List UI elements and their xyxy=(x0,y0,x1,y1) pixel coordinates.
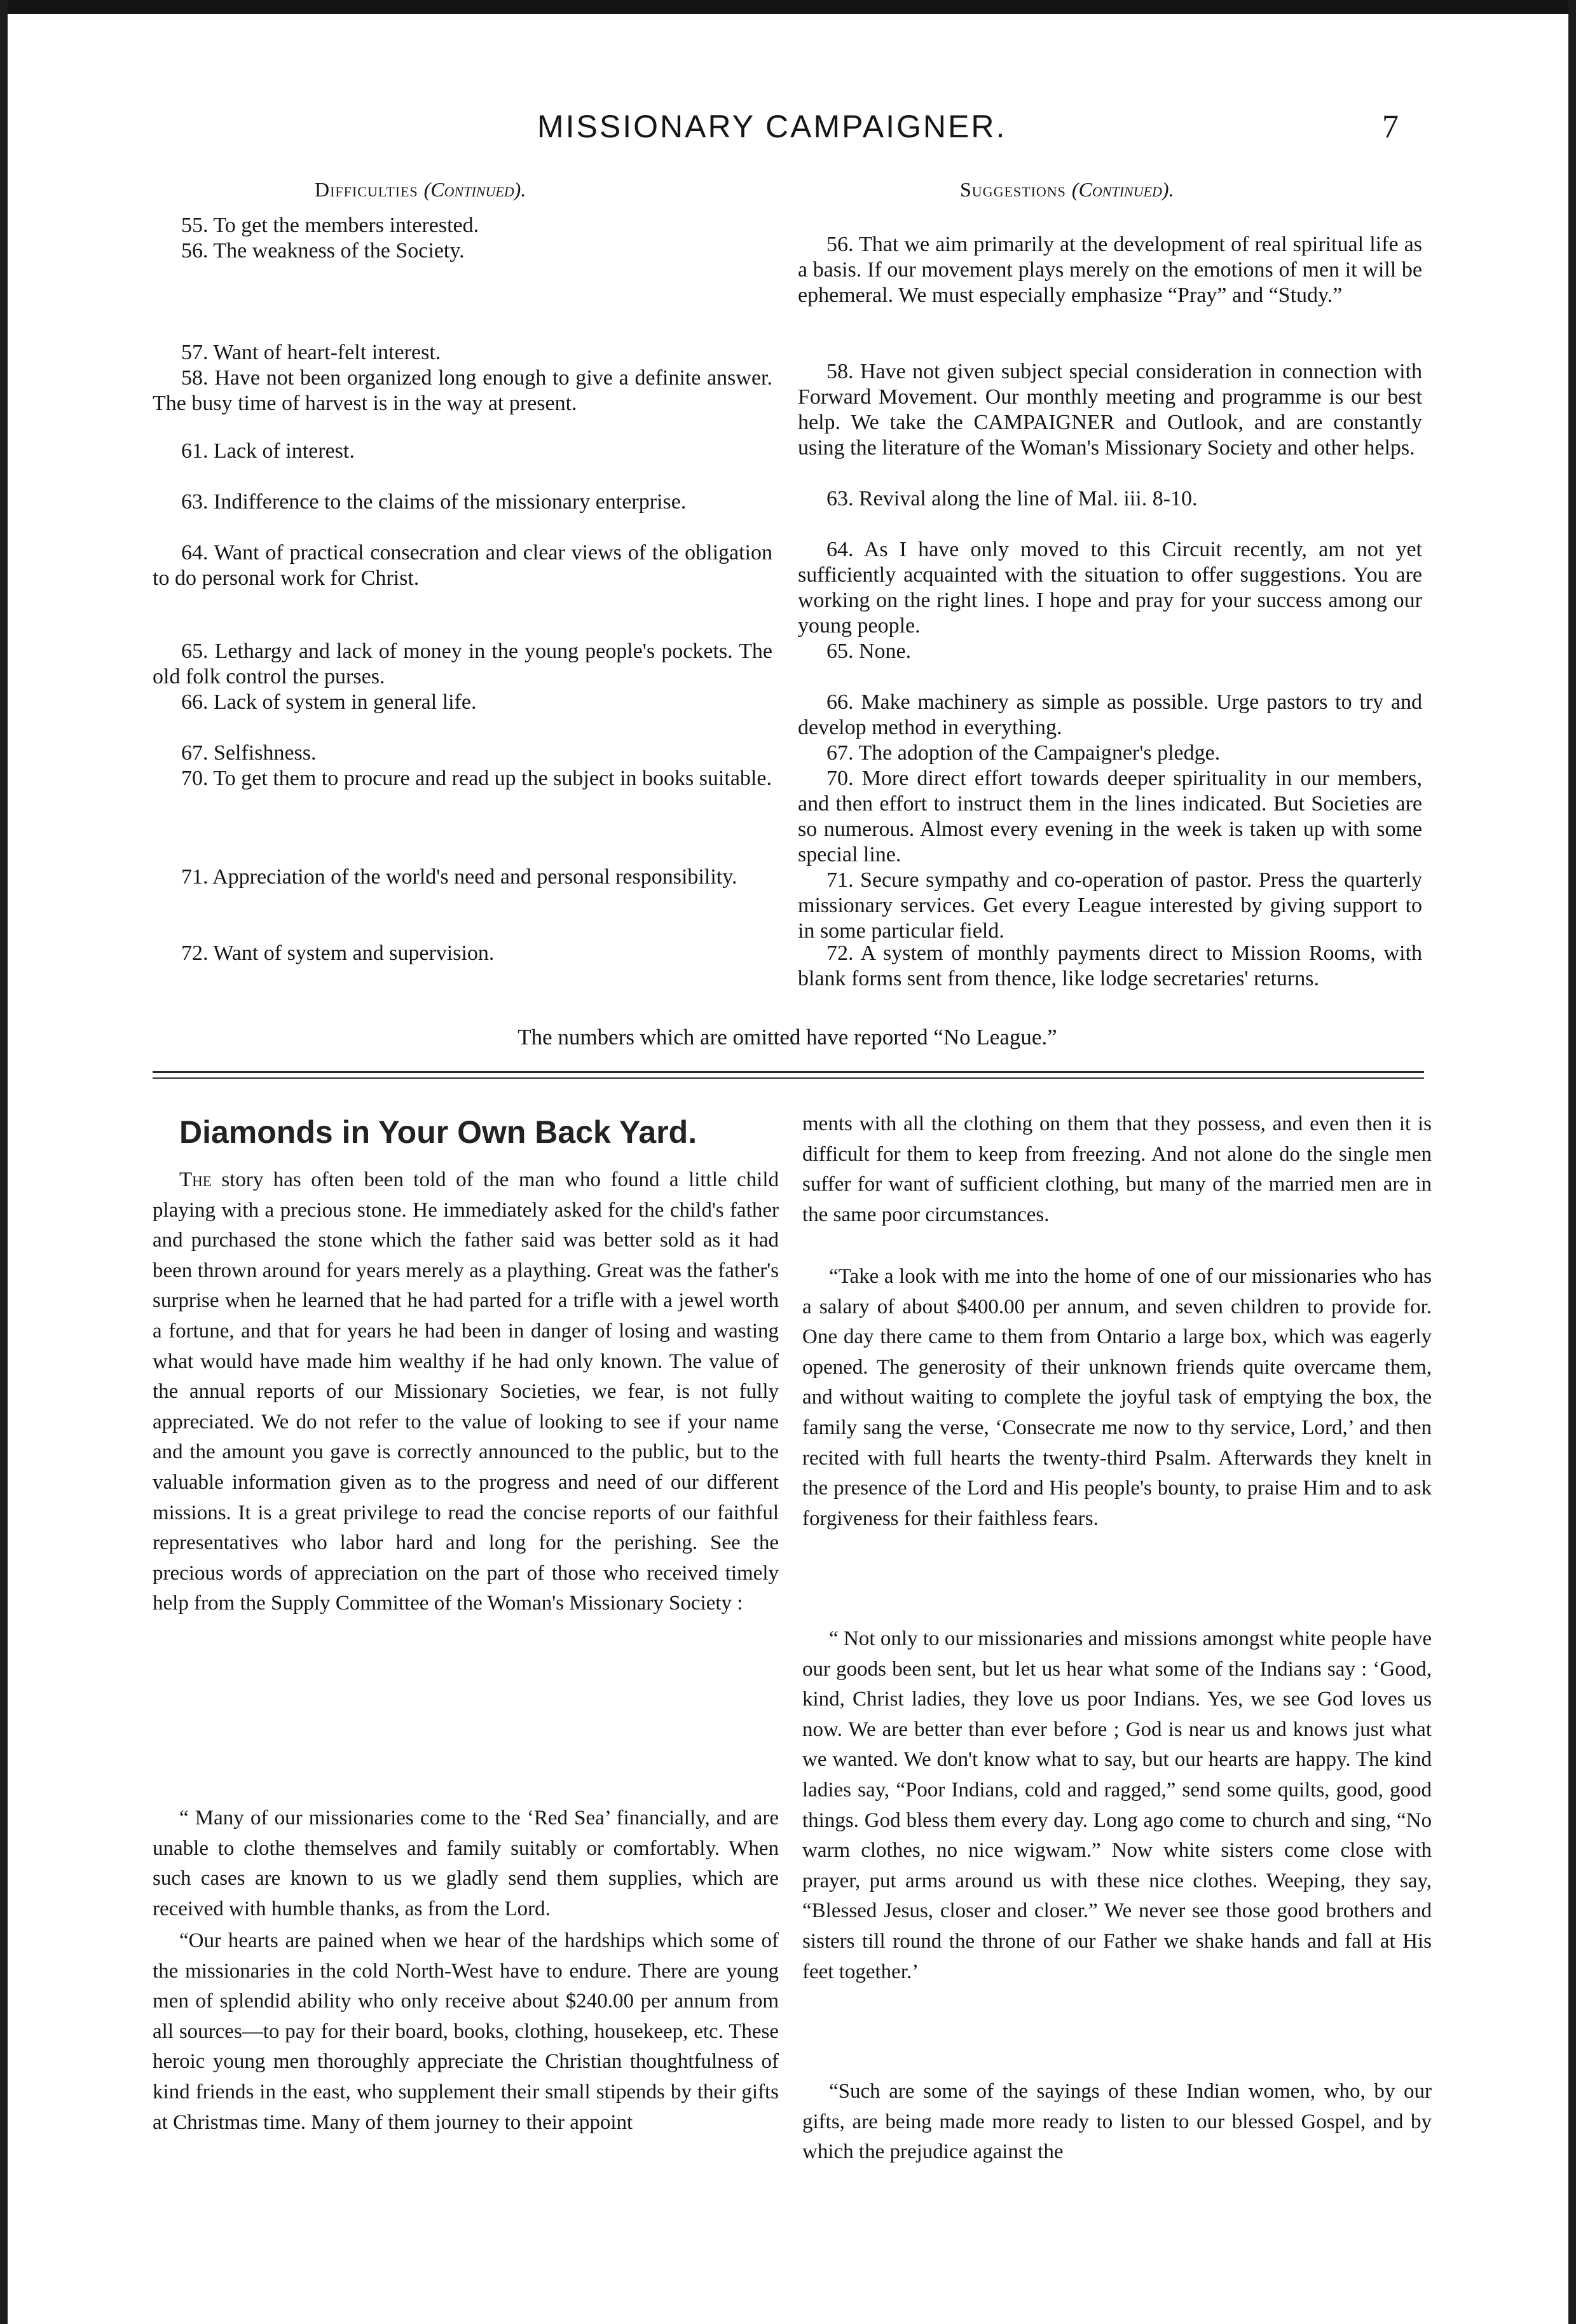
difficulty-item: 63. Indifference to the claims of the missionary enterprise. xyxy=(181,490,687,514)
right-border xyxy=(1568,0,1576,2324)
article-paragraph: “Our hearts are pained when we hear of the hardships which some of the missionaries in the cold North-West have to endure. There are young men of splendid ability who only receive about $240.00 per annum from all sources—to pay for their board, books, clothing, housekeep, etc. These heroic young men thoroughly appreciate the Christian thoughtfulness of kind friends in the east, who supplement their small stipends by their gifts at Christmas time. Many of them journey to their appoint xyxy=(153,1929,779,2134)
suggestion-item: 66. Make machinery as simple as possible. Urge pastors to try and develop method in everything. xyxy=(798,690,1422,739)
suggestion-item: 65. None. xyxy=(826,639,912,663)
suggestion-item: 72. A system of monthly payments direct to Mission Rooms, with blank forms sent from thence, like lodge secretaries' returns. xyxy=(798,941,1422,990)
difficulty-item: 57. Want of heart-felt interest. xyxy=(181,341,441,364)
difficulty-item: 67. Selfishness. xyxy=(181,741,317,765)
difficulty-item: 72. Want of system and supervision. xyxy=(181,941,495,965)
article-paragraph: The story has often been told of the man who found a little child playing with a precious stone. He immediately asked for the child's father and purchased the stone which the father said was better sold as it had been thrown around for years merely as a plaything. Great was the father's surprise when he learned that he had parted for a trifle with a jewel worth a fortune, and that for years he had been in danger of losing and wasting what would have made him wealthy if he had only known. The value of the annual reports of our Missionary Societies, we fear, is not fully appreciated. We do not refer to the value of looking to see if your name and the amount you gave is correctly announced to the public, but to the valuable information given as to the progress and need of our different missions. It is a great privilege to read the concise reports of our faithful representatives who labor hard and long for the perishing. See the precious words of appreciation on the part of those who received timely help from the Supply Committee of the Woman's Missionary Society : xyxy=(153,1168,779,1615)
publication-title: MISSIONARY CAMPAIGNER. xyxy=(537,109,1007,144)
difficulty-item: 61. Lack of interest. xyxy=(181,439,355,463)
article-paragraph: “ Many of our missionaries come to the ‘Red Sea’ financially, and are unable to clothe themselves and family suitably or comfortably. When such cases are known to us we gladly send them supplies, which are received with humble thanks, as from the Lord. xyxy=(153,1807,779,1920)
article-paragraph: “ Not only to our missionaries and missions amongst white people have our goods been sent, but let us hear what some of the Indians say : ‘Good, kind, Christ ladies, they love us poor Indians. Yes, we see God loves us now. We are better than ever before ; God is near us and knows just what we wanted. We don't know what to say, but our hearts are happy. The kind ladies say, “Poor Indians, cold and ragged,” send some quilts, good, good things. God bless them every day. Long ago come to church and sing, “No warm clothes, no nice wigwam.” Now white sisters come close with prayer, put arms around us with these nice clothes. Weeping, they say, “Blessed Jesus, closer and closer.” We never see those good brothers and sisters till round the throne of our Father we shake hands and fall at His feet together.’ xyxy=(802,1627,1432,1983)
suggestion-item: 67. The adoption of the Campaigner's pledge. xyxy=(826,741,1221,765)
article-paragraph: “Such are some of the sayings of these Indian women, who, by our gifts, are being made more ready to listen to our blessed Gospel, and by which the prejudice against the xyxy=(802,2080,1432,2164)
left-border xyxy=(0,0,8,2324)
difficulty-item: 65. Lethargy and lack of money in the young people's pockets. The old folk control the purses. xyxy=(153,639,772,688)
difficulty-item: 55. To get the members interested. xyxy=(181,214,479,237)
section-divider xyxy=(153,1071,1424,1073)
difficulty-item: 66. Lack of system in general life. xyxy=(181,690,477,714)
difficulty-item: 71. Appreciation of the world's need and personal responsibility. xyxy=(181,865,737,889)
suggestion-item: 71. Secure sympathy and co-operation of pastor. Press the quarterly missionary services. Get every League interested by giving support to in some particular field. xyxy=(798,868,1422,943)
omitted-numbers-note: The numbers which are omitted have reported “No League.” xyxy=(517,1025,1057,1049)
suggestion-item: 70. More direct effort towards deeper spirituality in our members, and then effort to instruct them in the lines indicated. But Societies are so numerous. Almost every evening in the week is taken up with some special line. xyxy=(798,767,1422,866)
suggestion-item: 58. Have not given subject special consideration in connection with Forward Movement. Our monthly meeting and programme is our best help. We take the CAMPAIGNER and Outlook, and are constantly using the literature of the Woman's Missionary Society and other helps. xyxy=(798,360,1422,460)
page-header xyxy=(165,108,1437,159)
suggestion-item: 64. As I have only moved to this Circuit recently, am not yet sufficiently acquainted with the situation to offer suggestions. You are working on the right lines. I hope and pray for your success among our young people. xyxy=(798,538,1422,638)
page-number: 7 xyxy=(1382,109,1399,145)
article-paragraph: ments with all the clothing on them that they possess, and even then it is difficult for them to keep from freezing. And not alone do the single men suffer for want of sufficient clothing, but many of the married men are in the same poor circumstances. xyxy=(802,1112,1432,1226)
suggestions-heading: Suggestions (Continued). xyxy=(960,178,1174,201)
article-title: Diamonds in Your Own Back Yard. xyxy=(179,1114,697,1150)
article-paragraph: “Take a look with me into the home of one of our missionaries who has a salary of about $400.00 per annum, and seven children to provide for. One day there came to them from Ontario a large box, which was eagerly opened. The generosity of their unknown friends quite overcame them, and without waiting to complete the joyful task of emptying the box, the family sang the verse, ‘Consecrate me now to thy service, Lord,’ and then recited with full hearts the twenty-third Psalm. Afterwards they knelt in the presence of the Lord and His people's bounty, to praise Him and to ask forgiveness for their faithless fears. xyxy=(802,1265,1432,1530)
difficulty-item: 58. Have not been organized long enough to give a definite answer. The busy time of harvest is in the way at present. xyxy=(153,366,772,415)
suggestion-item: 56. That we aim primarily at the development of real spiritual life as a basis. If our movement plays merely on the emotions of men it will be ephemeral. We must especially emphasize “Pray” and “Study.” xyxy=(798,233,1422,307)
suggestion-item: 63. Revival along the line of Mal. iii. 8-10. xyxy=(826,487,1198,510)
section-divider-secondary xyxy=(153,1077,1424,1079)
top-border xyxy=(0,0,1576,14)
difficulty-item: 56. The weakness of the Society. xyxy=(181,239,465,263)
difficulty-item: 70. To get them to procure and read up the subject in books suitable. xyxy=(181,767,772,790)
difficulties-heading: Difficulties (Continued). xyxy=(315,178,526,201)
difficulty-item: 64. Want of practical consecration and clear views of the obligation to do personal work for Christ. xyxy=(153,541,772,590)
